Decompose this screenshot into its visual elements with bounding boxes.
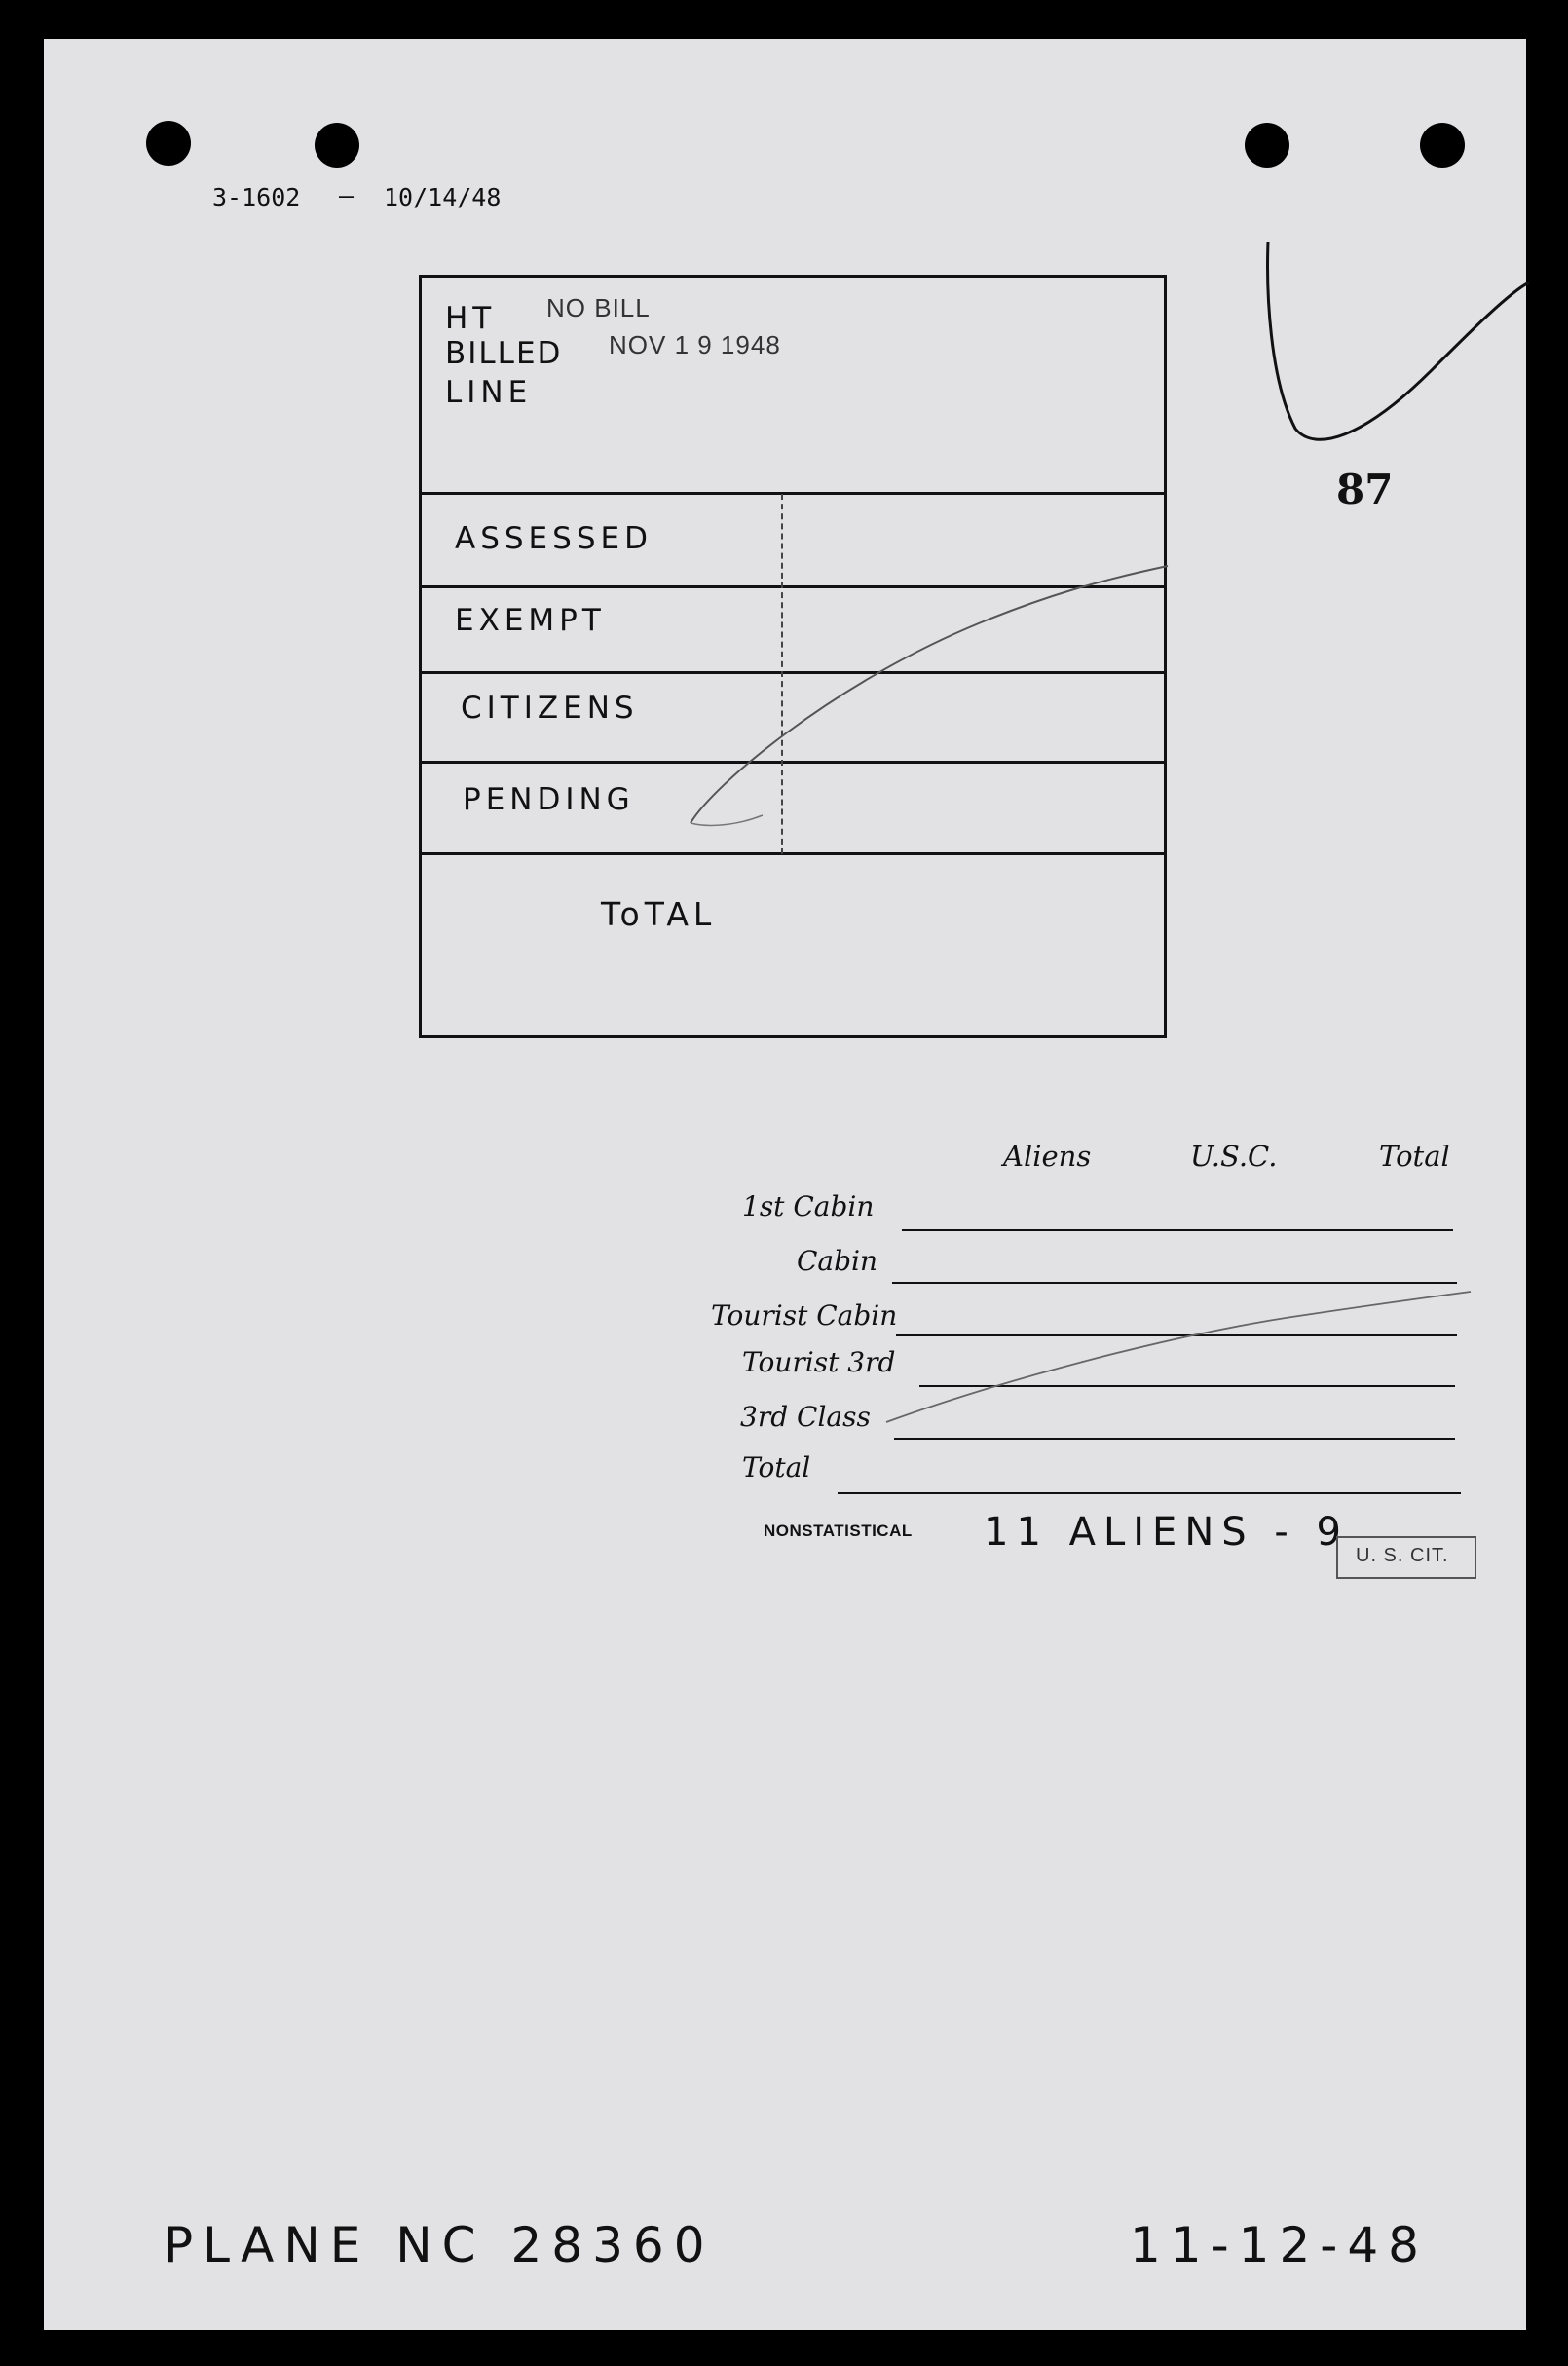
- no-bill-stamp: NO BILL: [546, 293, 651, 322]
- citizens-label: CITIZENS: [461, 691, 639, 726]
- vessel-name: PLANE NC 28360: [164, 2217, 715, 2273]
- punch-hole: [315, 123, 359, 168]
- nonstatistical-note: 11 ALIENS - 9: [984, 1510, 1349, 1555]
- date-stamp: NOV 1 9 1948: [609, 330, 781, 359]
- punch-hole: [1420, 123, 1465, 168]
- row-total: Total: [742, 1451, 811, 1483]
- ht-label: HT: [445, 301, 497, 336]
- column-total: Total: [1379, 1140, 1450, 1173]
- nonstatistical-label: NONSTATISTICAL: [764, 1521, 913, 1540]
- punch-hole: [146, 121, 191, 166]
- head-tax-box: [419, 275, 1167, 1038]
- billed-label: BILLED: [445, 336, 563, 371]
- total-label: ToTAL: [601, 895, 717, 933]
- check-mark-icon: [1256, 234, 1539, 448]
- pending-label: PENDING: [463, 782, 635, 817]
- file-date: 10/14/48: [384, 183, 502, 211]
- us-cit-stamp: U. S. CIT.: [1356, 1545, 1449, 1566]
- punch-hole: [1245, 123, 1289, 168]
- page-number: 87: [1336, 466, 1394, 513]
- row-tourist-3rd: Tourist 3rd: [742, 1346, 896, 1378]
- row-tourist-cabin: Tourist Cabin: [711, 1299, 898, 1332]
- arrival-date: 11-12-48: [1130, 2217, 1429, 2273]
- row-1st-cabin: 1st Cabin: [742, 1190, 875, 1222]
- column-aliens: Aliens: [1003, 1140, 1092, 1173]
- row-cabin: Cabin: [797, 1245, 878, 1277]
- exempt-label: EXEMPT: [455, 603, 606, 638]
- file-code: 3-1602: [212, 183, 301, 211]
- column-usc: U.S.C.: [1190, 1140, 1278, 1173]
- pencil-slash: [422, 278, 1170, 1041]
- assessed-label: ASSESSED: [455, 521, 653, 556]
- line-label: LINE: [445, 375, 533, 410]
- row-3rd-class: 3rd Class: [740, 1401, 871, 1433]
- pencil-slash: [877, 1276, 1480, 1432]
- header-dash: —: [339, 181, 355, 209]
